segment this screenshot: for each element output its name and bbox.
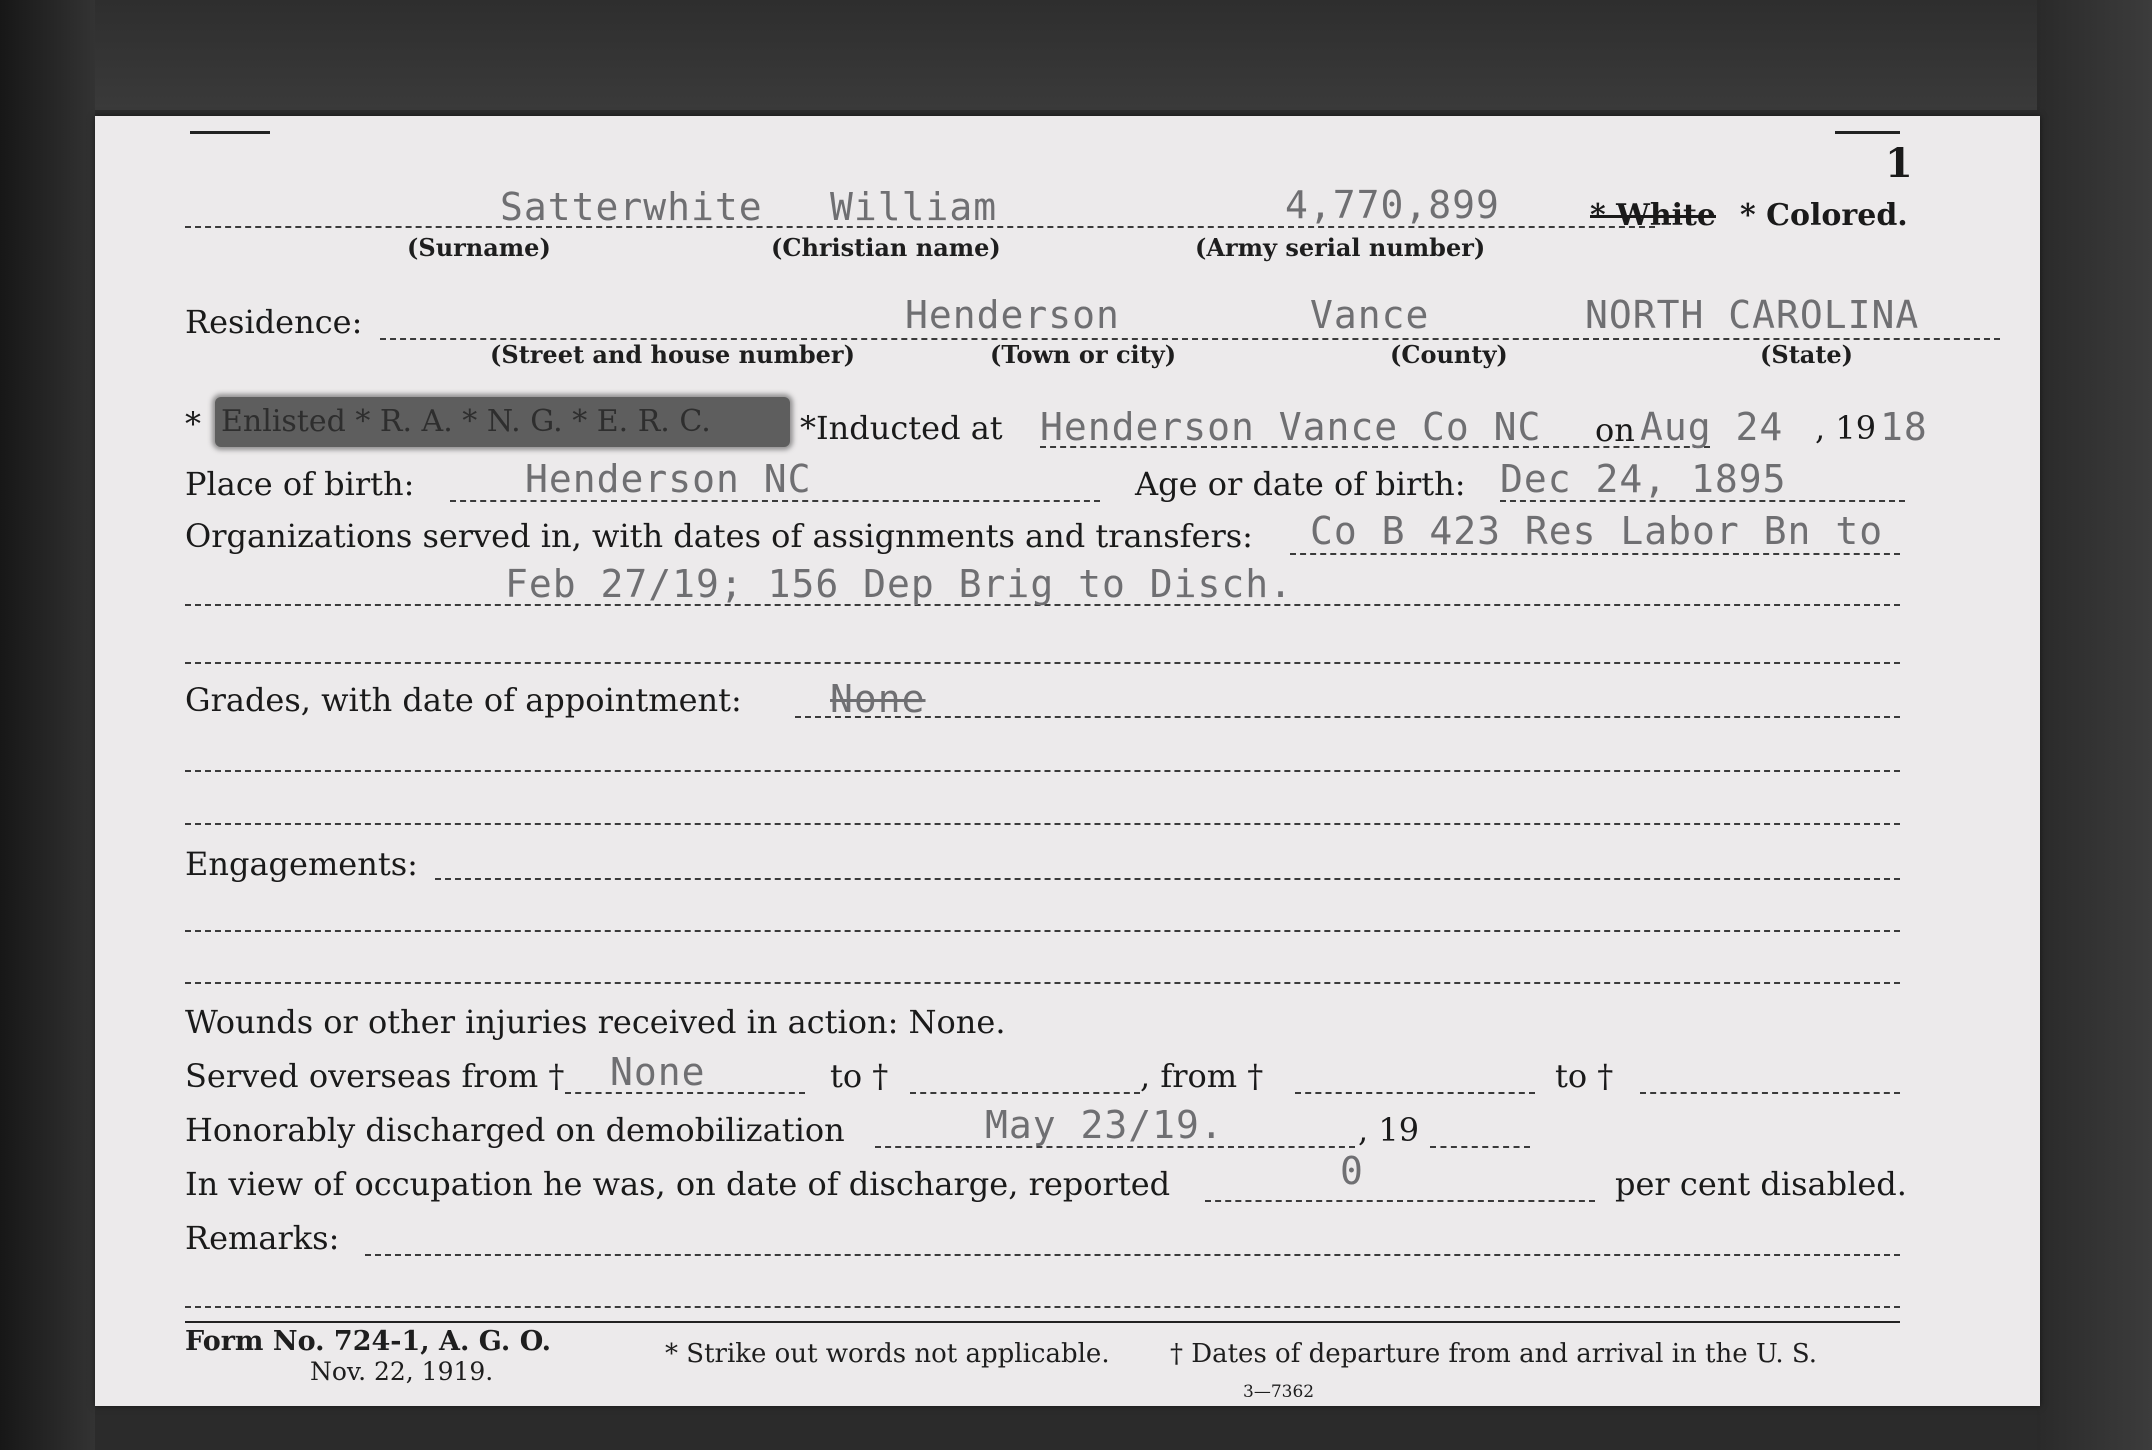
engagements-label: Engagements:: [185, 845, 418, 883]
discharge-year-line: [1430, 1146, 1530, 1148]
white-label: * White: [1590, 198, 1716, 233]
place-of-birth-label: Place of birth:: [185, 465, 415, 503]
town-caption: (Town or city): [990, 340, 1177, 369]
discharge-date-value: May 23/19.: [985, 1103, 1224, 1147]
induction-date-value: Aug 24: [1640, 405, 1784, 449]
serial-number-caption: (Army serial number): [1195, 233, 1486, 262]
surname-caption: (Surname): [407, 233, 551, 262]
grades-line-3: [185, 823, 1900, 825]
engagements-line-3: [185, 982, 1900, 984]
footer-rule: [185, 1321, 1900, 1323]
age-or-date-label: Age or date of birth:: [1135, 465, 1466, 503]
grades-label: Grades, with date of appointment:: [185, 681, 742, 719]
scan-background-left: [0, 0, 95, 1450]
organizations-line-1-value: Co B 423 Res Labor Bn to: [1310, 509, 1884, 553]
organizations-label: Organizations served in, with dates of assignments and transfers:: [185, 517, 1253, 555]
induction-asterisk: *: [185, 405, 201, 443]
print-code: 3—7362: [1243, 1382, 1315, 1402]
induction-place-value: Henderson Vance Co NC: [1040, 405, 1542, 449]
residence-state-value: NORTH CAROLINA: [1585, 293, 1920, 337]
overseas-to2-label: to †: [1555, 1057, 1614, 1095]
overseas-from2-line: [1295, 1092, 1535, 1094]
state-caption: (State): [1760, 340, 1854, 369]
struck-enlistment-options: Enlisted * R. A. * N. G. * E. R. C.: [215, 397, 790, 447]
disability-value: 0: [1340, 1149, 1364, 1193]
inducted-at-label: *Inducted at: [800, 409, 1003, 447]
wounds-label: Wounds or other injuries received in action: None.: [185, 1003, 1006, 1041]
strike-note: * Strike out words not applicable.: [665, 1339, 1110, 1369]
engagements-line-1: [435, 878, 1900, 880]
overseas-from2-label: , from †: [1140, 1057, 1264, 1095]
form-date: Nov. 22, 1919.: [310, 1357, 494, 1386]
grades-line-2: [185, 770, 1900, 772]
colored-label: * Colored.: [1740, 198, 1908, 233]
overseas-to2-line: [1640, 1092, 1900, 1094]
residence-town-value: Henderson: [905, 293, 1120, 337]
serial-number-value: 4,770,899: [1285, 183, 1500, 227]
scan-background-top: [0, 0, 2152, 110]
date-of-birth-value: Dec 24, 1895: [1500, 457, 1787, 501]
form-number: Form No. 724-1, A. G. O.: [185, 1326, 552, 1357]
christian-name-value: William: [830, 185, 998, 229]
disability-line: [1205, 1200, 1595, 1202]
street-caption: (Street and house number): [490, 340, 855, 369]
disability-label: In view of occupation he was, on date of discharge, reported: [185, 1165, 1171, 1203]
overseas-from-value: None: [610, 1050, 706, 1094]
induction-year-value: 18: [1880, 405, 1928, 449]
induction-year-prefix: , 19: [1815, 409, 1877, 447]
organizations-line-1: [1290, 553, 1900, 555]
service-record-card: [95, 116, 2040, 1406]
top-left-rule: [190, 131, 270, 134]
on-label: on: [1595, 411, 1635, 449]
overseas-to-label: to †: [830, 1057, 889, 1095]
place-of-birth-value: Henderson NC: [525, 457, 812, 501]
remarks-line-2: [185, 1306, 1900, 1308]
served-overseas-label: Served overseas from †: [185, 1057, 565, 1095]
dates-note: † Dates of departure from and arrival in the U. S.: [1170, 1339, 1818, 1369]
surname-value: Satterwhite: [500, 185, 763, 229]
engagements-line-2: [185, 930, 1900, 932]
discharge-year-label: , 19: [1358, 1111, 1420, 1149]
residence-label: Residence:: [185, 303, 363, 341]
organizations-line-2-value: Feb 27/19; 156 Dep Brig to Disch.: [505, 562, 1293, 606]
organizations-line-3: [185, 662, 1900, 664]
county-caption: (County): [1390, 340, 1508, 369]
remarks-line-1: [365, 1254, 1900, 1256]
top-right-rule: [1835, 131, 1900, 134]
grades-value: None: [830, 677, 926, 721]
page-number: 1: [1885, 140, 1913, 187]
remarks-label: Remarks:: [185, 1219, 340, 1257]
scan-background-right: [2037, 0, 2152, 1450]
overseas-to-line: [910, 1092, 1140, 1094]
disability-suffix: per cent disabled.: [1615, 1165, 1907, 1203]
discharge-label: Honorably discharged on demobilization: [185, 1111, 845, 1149]
christian-name-caption: (Christian name): [771, 233, 1001, 262]
grades-line-1: [795, 716, 1900, 718]
residence-county-value: Vance: [1310, 293, 1430, 337]
